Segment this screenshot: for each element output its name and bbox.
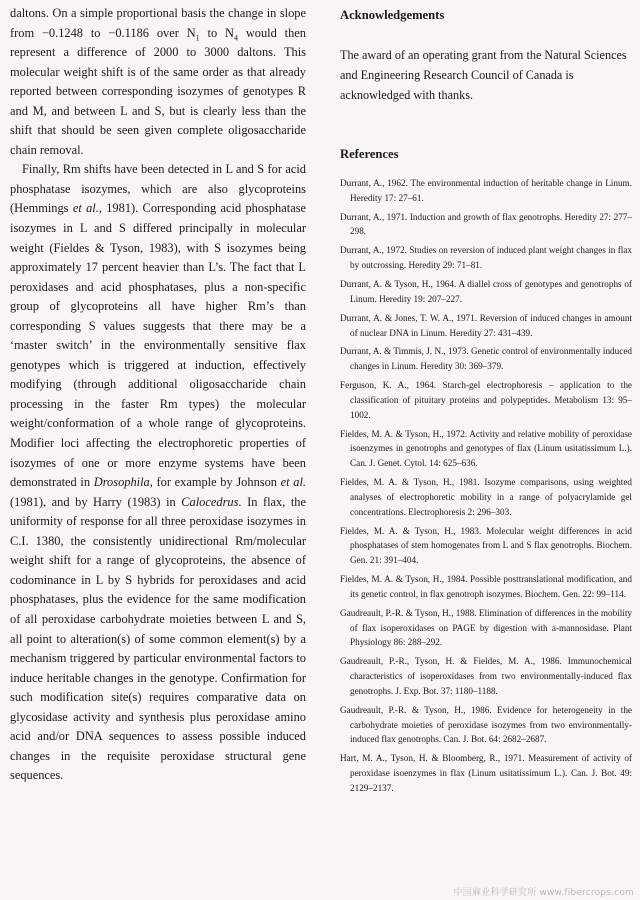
- italic-run: et al.: [280, 475, 307, 490]
- reference-item: Hart, M. A., Tyson, H. & Bloomberg, R., 1971. Measurement of activity of peroxidase isoenzymes in flax (Linum usitatissimum L.). Can. J. Bot. 49: 2129–2137.: [340, 753, 632, 793]
- reference-item: Durrant, A. & Jones, T. W. A., 1971. Reversion of induced changes in amount of nuclear DNA in Linum. Heredity 27: 431–439.: [340, 312, 632, 338]
- paragraph-rm-shifts: [10, 160, 306, 786]
- reference-item: Durrant, A., 1971. Induction and growth of flax genotrophs. Heredity 27: 277–298.: [340, 211, 632, 237]
- reference-item: Fieldes, M. A. & Tyson, H., 1984. Possible posttranslational modification, and its genetic control, in flax genotroph isozymes. Biochem. Gen. 22: 99–114.: [340, 574, 632, 599]
- reference-list: [340, 176, 632, 796]
- reference-item: Durrant, A. & Tyson, H., 1964. A diallel cross of genotypes and genotrophs of Linum. Heredity 19: 207–227.: [340, 279, 632, 304]
- text-run: . In flax, the uniformity of response for all three peroxidase isozymes in C.I. 1380, the consistently unidirectional Rm/molecular weight shift for a range of glycoproteins, the absence of codominance in L by S hybrids for peroxidases and acid phosphatases, plus the evidence for the same modification of all peroxidase carbohydrate moieties between L and S, all point to alteration(s) of some common element(s) by a mechanism triggered by particular environmental factors to induce heritable changes in the genotype. Confirmation for such modification site(s) requires comparative data on glycosidase activity and synthesis plus peroxidase amino acid and/or DNA sequences to assess possible induced changes in the requisite peroxidase structural gene sequences.: [10, 494, 306, 783]
- text-run: daltons. On a simple proportional basis the change in slope from −0.1248 to −0.1186 over N: [10, 6, 306, 40]
- text-run: (1981), and by Harry (1983) in: [10, 494, 182, 509]
- acknowledgements-text: The award of an operating grant from the Natural Sciences and Engineering Research Council of Canada is acknowledged with thanks.: [340, 48, 627, 102]
- reference-item: Fieldes, M. A. & Tyson, H., 1981. Isozyme comparisons, using weighted analyses of electrophoretic mobility in a range of polyacrylamide gel concentrations. Electrophoresis 2: 296–303.: [340, 477, 632, 517]
- text-run: would then represent a difference of 2000 to 3000 daltons. This molecular weight shift is of the same order as that already reported between corresponding isozymes of genotypes R and M, and between L and S, but is clearly less than the shift that should be seen given complete oligosaccharide chain removal.: [10, 25, 306, 157]
- italic-run: Calocedrus: [181, 494, 239, 509]
- subscript: 1: [195, 33, 200, 43]
- acknowledgements-heading: Acknowledgements: [340, 8, 445, 22]
- left-text-column: [10, 4, 306, 786]
- reference-item: Gaudreault, P.-R. & Tyson, H., 1986. Evidence for heterogeneity in the carbohydrate moieties of peroxidase isozymes from two environmentally-induced flax genotrophs. Can. J. Bot. 64: 2682–2687.: [340, 704, 632, 745]
- text-run: Finally, Rm shifts have been detected in L and S for acid phosphatase isozymes, which are also glycoproteins (Hemmings: [10, 162, 306, 216]
- text-run: to N: [199, 25, 234, 40]
- reference-item: Durrant, A., 1972. Studies on reversion of induced plant weight changes in flax by outcrossing. Heredity 29: 71–81.: [340, 245, 632, 271]
- reference-item: Fieldes, M. A. & Tyson, H., 1983. Molecular weight differences in acid phosphatases of stem homogenates from L and S flax genotrophs. Biochem. Gen. 21: 391–404.: [340, 525, 632, 566]
- reference-item: Gaudreault, P.-R. & Tyson, H., 1988. Elimination of differences in the mobility of flax isoperoxidases on PAGE by digestion with a-mannosidase. Plant Physiology 86: 288–292.: [340, 607, 632, 648]
- reference-item: Fieldes, M. A. & Tyson, H., 1972. Activity and relative mobility of peroxidase isoenzymes in genotrophs and genotypes of flax (Linum usitatissimum L.). Can. J. Genet. Cytol. 14: 625–636.: [340, 428, 632, 469]
- references-heading: References: [340, 147, 399, 161]
- italic-run: Drosophila: [93, 475, 150, 490]
- site-watermark: 中国麻业科学研究所 www.fibercrops.com: [453, 888, 634, 898]
- subscript: 4: [233, 33, 238, 43]
- italic-run: et al.: [72, 201, 99, 216]
- reference-item: Gaudreault, P.-R., Tyson, H. & Fieldes, M. A., 1986. Immunochemical characteristics of isoperoxidases from two environmentally-induced flax genotrophs. J. Exp. Bot. 37: 1180–1188.: [340, 656, 632, 696]
- reference-item: Ferguson, K. A., 1964. Starch-gel electrophoresis – application to the classification of pituitary proteins and polypeptides. Metabolism 13: 95–1002.: [340, 380, 632, 420]
- text-run: , for example by Johnson: [149, 475, 281, 490]
- reference-item: Durrant, A. & Timmis, J. N., 1973. Genetic control of environmentally induced changes in Linum. Heredity 30: 369–379.: [340, 346, 632, 372]
- reference-item: Durrant, A., 1962. The environmental induction of heritable change in Linum. Heredity 17: 27–61.: [340, 178, 632, 203]
- right-column: [340, 8, 632, 800]
- paragraph-molecular-weight-shift: [10, 4, 306, 160]
- text-run: , 1981). Corresponding acid phosphatase isozymes in L and S differed principally in molecular weight (Fieldes & Tyson, 1983), with S isozymes being approximately 17 percent heavier than L’s. The fact that L peroxidases and acid phosphatases, plus a non-specific group of glycoproteins all have higher Rm’s than corresponding S values suggests that there may be a ‘master switch’ in the environmentally sensitive flax genotypes which is triggered at induction, effectively modifying (through additional oligosaccharide chain processing in the faster Rm types) the molecular weight/conformation of a whole range of glycoproteins. Modifier loci affecting the electrophoretic properties of isozymes of one or more enzyme systems have been demonstrated in: [10, 201, 307, 490]
